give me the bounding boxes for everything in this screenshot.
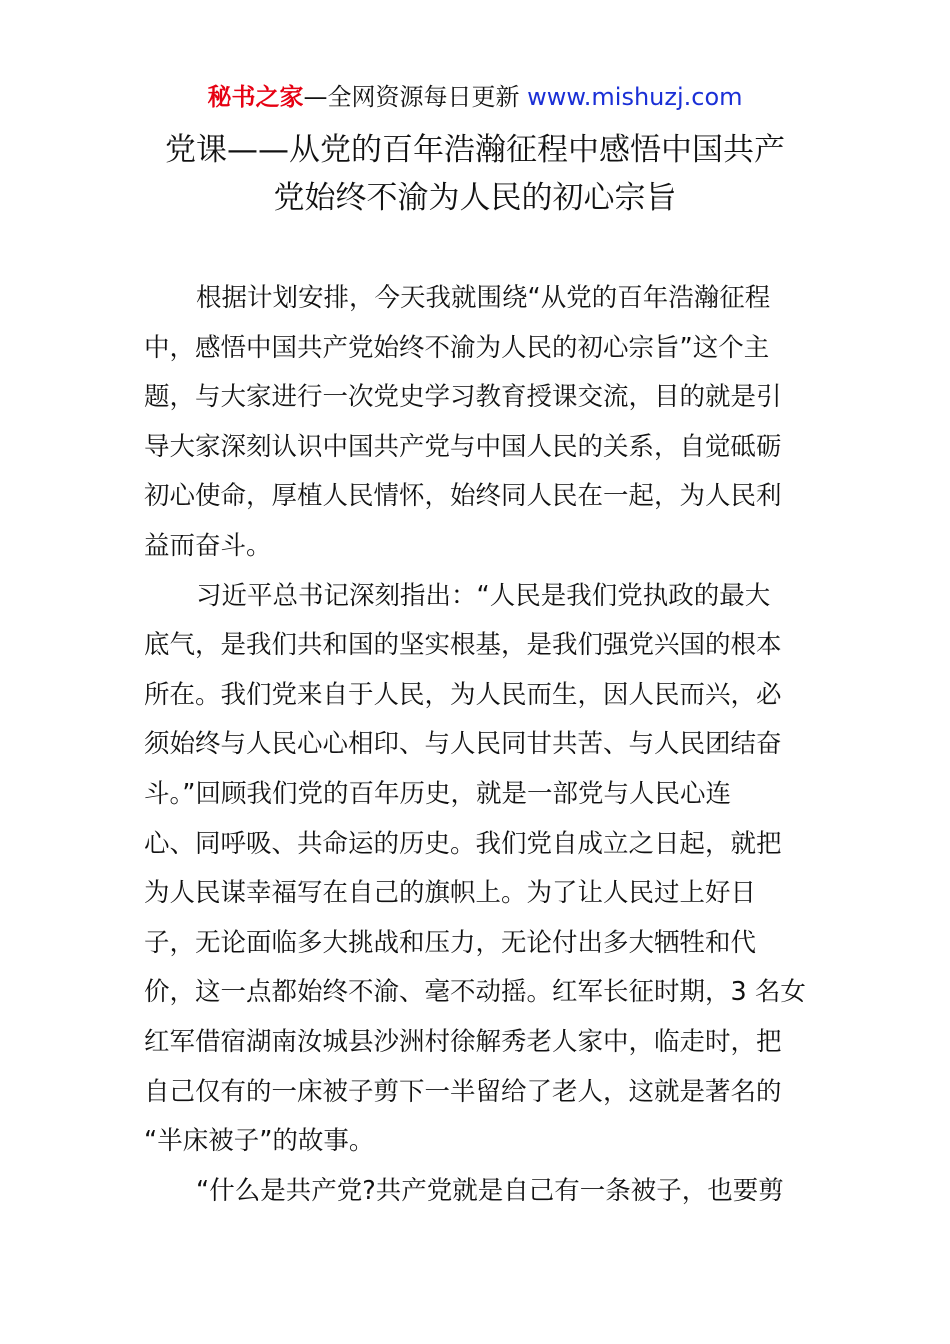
document-title: [120, 126, 830, 222]
brand-name: 秘书之家: [207, 83, 304, 111]
text-line: 所在。我们党来自于人民，为人民而生，因人民而兴，必: [144, 679, 782, 710]
text-line: 根据计划安排，今天我就围绕“从党的百年浩瀚征程: [196, 283, 771, 313]
text-line: 子，无论面临多大挑战和压力，无论付出多大牺牲和代: [144, 927, 757, 958]
title-line-1: 党课——从党的百年浩瀚征程中感悟中国共产: [165, 132, 785, 168]
text-line: 中，感悟中国共产党始终不渝为人民的初心宗旨”这个主: [144, 332, 770, 363]
header-tagline: —全网资源每日更新: [303, 83, 528, 111]
text-line: 导大家深刻认识中国共产党与中国人民的关系，自觉砥砺: [144, 431, 782, 462]
text-line: 习近平总书记深刻指出：“人民是我们党执政的最大: [196, 580, 771, 611]
text-line: 益而奋斗。: [144, 530, 272, 561]
site-header: [0, 80, 950, 114]
text-line: 为人民谋幸福写在自己的旗帜上。为了让人民过上好日: [144, 878, 757, 909]
text-line: 须始终与人民心心相印、与人民同甘共苦、与人民团结奋: [144, 729, 782, 760]
text-line: 心、同呼吸、共命运的历史。我们党自成立之日起，就把: [144, 828, 782, 859]
paragraph-1: [144, 274, 810, 572]
text-line: 价，这一点都始终不渝、毫不动摇。红军长征时期，3 名女: [144, 977, 806, 1008]
paragraph-3: [144, 1167, 810, 1217]
text-line: 初心使命，厚植人民情怀，始终同人民在一起，为人民利: [144, 481, 782, 512]
title-line-2: 党始终不渝为人民的初心宗旨: [273, 180, 677, 216]
text-line: “半床被子”的故事。: [144, 1126, 375, 1157]
text-line: 斗。”回顾我们党的百年历史，就是一部党与人民心连: [144, 778, 731, 809]
document-body: [144, 274, 810, 1216]
paragraph-2: [144, 572, 810, 1167]
text-line: 底气，是我们共和国的坚实根基，是我们强党兴国的根本: [144, 630, 782, 661]
site-url[interactable]: www.mishuzj.com: [527, 83, 743, 111]
text-line: 题，与大家进行一次党史学习教育授课交流，目的就是引: [144, 382, 782, 413]
text-line: 红军借宿湖南汝城县沙洲村徐解秀老人家中，临走时，把: [144, 1026, 782, 1057]
text-line: “什么是共产党?共产党就是自己有一条被子，也要剪: [196, 1175, 784, 1206]
text-line: 自己仅有的一床被子剪下一半留给了老人，这就是著名的: [144, 1076, 782, 1107]
